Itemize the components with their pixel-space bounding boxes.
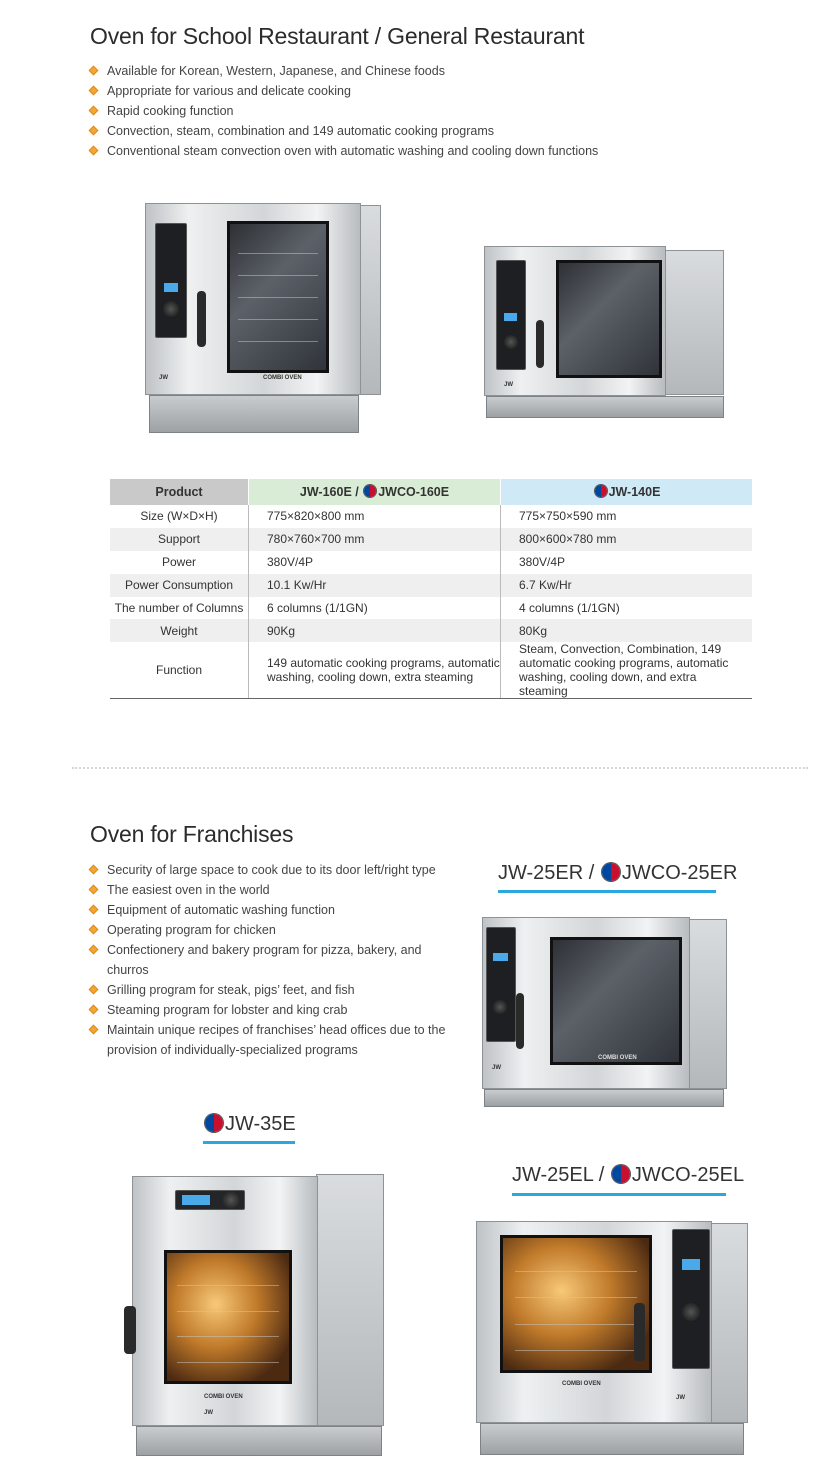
diamond-bullet-icon xyxy=(89,126,99,136)
model-label-jw25er: JW-25ER / JWCO-25ER xyxy=(498,862,738,884)
header-model-140e: JW-140E xyxy=(501,479,753,505)
list-item: Conventional steam convection oven with automatic washing and cooling down functions xyxy=(88,141,708,161)
list-item: The easiest oven in the world xyxy=(88,880,458,900)
oven-jw35e-image: COMBI OVEN JW xyxy=(120,1170,390,1460)
oven-jw25el-image: COMBI OVEN JW xyxy=(476,1215,756,1460)
header-model-160e: JW-160E / JWCO-160E xyxy=(249,479,501,505)
table-row: Power 380V/4P 380V/4P xyxy=(110,551,752,574)
diamond-bullet-icon xyxy=(89,925,99,935)
diamond-bullet-icon xyxy=(89,865,99,875)
diamond-bullet-icon xyxy=(89,1025,99,1035)
list-item: Steaming program for lobster and king crab xyxy=(88,1000,458,1020)
header-product: Product xyxy=(110,479,249,505)
model-underline xyxy=(498,890,716,893)
table-row: Weight 90Kg 80Kg xyxy=(110,619,752,642)
list-item: Maintain unique recipes of franchises’ head offices due to the provision of individually-specialized programs xyxy=(88,1020,458,1060)
list-item: Security of large space to cook due to its door left/right type xyxy=(88,860,458,880)
table-row: Support 780×760×700 mm 800×600×780 mm xyxy=(110,528,752,551)
list-item: Available for Korean, Western, Japanese, and Chinese foods xyxy=(88,61,708,81)
list-item: Operating program for chicken xyxy=(88,920,458,940)
model-underline xyxy=(203,1141,295,1144)
table-row: Size (W×D×H) 775×820×800 mm 775×750×590 mm xyxy=(110,505,752,528)
model-underline xyxy=(512,1193,726,1196)
table-row: Function 149 automatic cooking programs, automatic washing, cooling down, extra steaming Steam, Convection, Combination, 149 automatic cooking programs, automatic washing, cooling down, and extra steaming xyxy=(110,642,752,699)
diamond-bullet-icon xyxy=(89,106,99,116)
list-item: Equipment of automatic washing function xyxy=(88,900,458,920)
section-divider xyxy=(72,767,808,769)
list-item: Convection, steam, combination and 149 automatic cooking programs xyxy=(88,121,708,141)
table-row: The number of Columns 6 columns (1/1GN) 4 columns (1/1GN) xyxy=(110,597,752,620)
diamond-bullet-icon xyxy=(89,146,99,156)
diamond-bullet-icon xyxy=(89,905,99,915)
section1-bullet-list xyxy=(88,61,708,161)
korea-flag-icon xyxy=(602,863,620,881)
oven-jw25er-image: COMBI OVEN JW xyxy=(482,915,732,1110)
korea-flag-icon xyxy=(364,485,376,497)
diamond-bullet-icon xyxy=(89,945,99,955)
diamond-bullet-icon xyxy=(89,66,99,76)
section1-title: Oven for School Restaurant / General Restaurant xyxy=(90,23,585,49)
table-row: Power Consumption 10.1 Kw/Hr 6.7 Kw/Hr xyxy=(110,574,752,597)
oven-jw140e-image: JW xyxy=(484,240,734,422)
section2-title: Oven for Franchises xyxy=(90,821,294,847)
model-label-jw35e: JW-35E xyxy=(203,1113,295,1136)
list-item: Rapid cooking function xyxy=(88,101,708,121)
oven-jw160e-image: JW COMBI OVEN xyxy=(145,195,385,440)
list-item: Confectionery and bakery program for pizza, bakery, and churros xyxy=(88,940,458,980)
diamond-bullet-icon xyxy=(89,1005,99,1015)
table-header-row xyxy=(110,479,752,505)
spec-table xyxy=(110,479,752,699)
diamond-bullet-icon xyxy=(89,885,99,895)
korea-flag-icon xyxy=(595,485,607,497)
diamond-bullet-icon xyxy=(89,985,99,995)
diamond-bullet-icon xyxy=(89,86,99,96)
section2-bullet-list xyxy=(88,860,458,1060)
korea-flag-icon xyxy=(612,1165,630,1183)
list-item: Grilling program for steak, pigs’ feet, and fish xyxy=(88,980,458,1000)
model-label-jw25el: JW-25EL / JWCO-25EL xyxy=(512,1164,745,1186)
korea-flag-icon xyxy=(205,1114,223,1132)
list-item: Appropriate for various and delicate cooking xyxy=(88,81,708,101)
